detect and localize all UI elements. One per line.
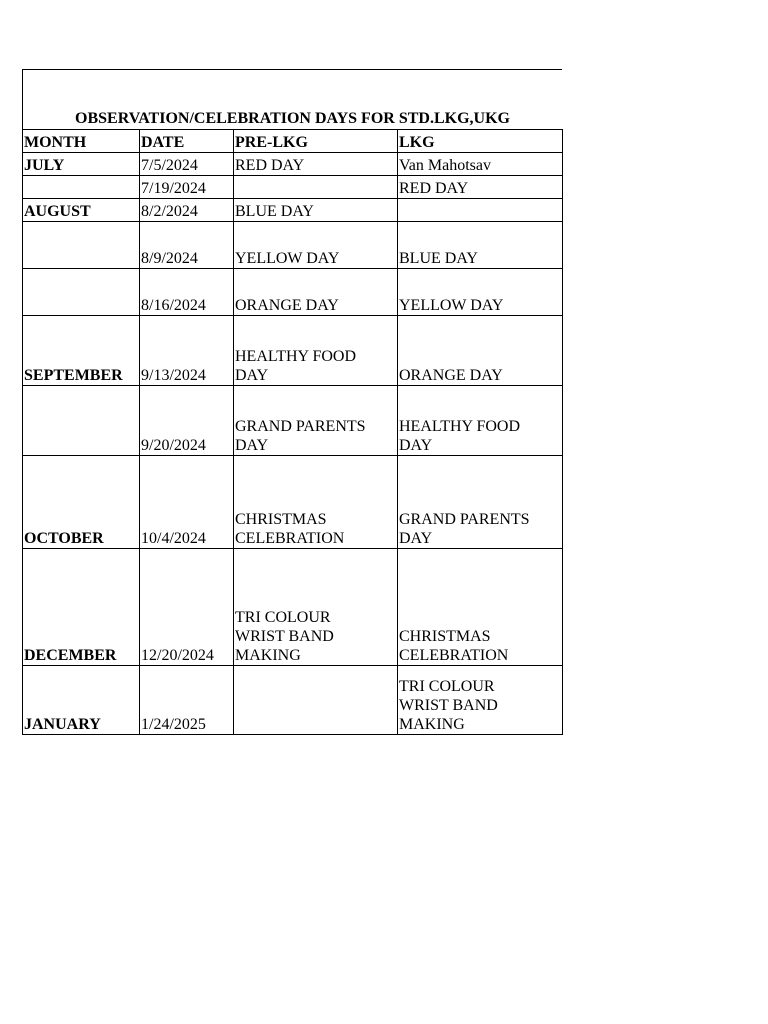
lkg-cell: Van Mahotsav bbox=[398, 153, 563, 176]
prelkg-cell bbox=[234, 176, 398, 199]
table-row bbox=[23, 153, 563, 176]
date-cell: 12/20/2024 bbox=[140, 549, 234, 666]
month-cell bbox=[23, 176, 140, 199]
date-cell: 9/20/2024 bbox=[140, 386, 234, 456]
month-cell: JULY bbox=[23, 153, 140, 176]
month-cell bbox=[23, 386, 140, 456]
lkg-cell: HEALTHY FOOD DAY bbox=[398, 386, 563, 456]
page-title: OBSERVATION/CELEBRATION DAYS FOR STD.LKG,UKG bbox=[22, 108, 562, 129]
table-row bbox=[23, 316, 563, 386]
month-cell bbox=[23, 222, 140, 269]
table-row bbox=[23, 666, 563, 735]
prelkg-cell: YELLOW DAY bbox=[234, 222, 398, 269]
date-cell: 1/24/2025 bbox=[140, 666, 234, 735]
header-date: DATE bbox=[140, 130, 234, 153]
lkg-cell: TRI COLOUR WRIST BAND MAKING bbox=[398, 666, 563, 735]
table-row bbox=[23, 176, 563, 199]
lkg-cell: BLUE DAY bbox=[398, 222, 563, 269]
table-row bbox=[23, 222, 563, 269]
date-cell: 7/19/2024 bbox=[140, 176, 234, 199]
lkg-cell bbox=[398, 199, 563, 222]
month-cell: OCTOBER bbox=[23, 456, 140, 549]
lkg-cell: CHRISTMAS CELEBRATION bbox=[398, 549, 563, 666]
header-lkg: LKG bbox=[398, 130, 563, 153]
date-cell: 9/13/2024 bbox=[140, 316, 234, 386]
month-cell: AUGUST bbox=[23, 199, 140, 222]
top-border bbox=[22, 69, 562, 108]
month-cell: DECEMBER bbox=[23, 549, 140, 666]
lkg-cell: YELLOW DAY bbox=[398, 269, 563, 316]
prelkg-cell: TRI COLOUR WRIST BAND MAKING bbox=[234, 549, 398, 666]
date-cell: 7/5/2024 bbox=[140, 153, 234, 176]
date-cell: 8/9/2024 bbox=[140, 222, 234, 269]
table-row bbox=[23, 199, 563, 222]
month-cell: JANUARY bbox=[23, 666, 140, 735]
prelkg-cell: GRAND PARENTS DAY bbox=[234, 386, 398, 456]
header-month: MONTH bbox=[23, 130, 140, 153]
table-row bbox=[23, 549, 563, 666]
celebration-table bbox=[22, 129, 563, 735]
date-cell: 10/4/2024 bbox=[140, 456, 234, 549]
spreadsheet bbox=[22, 69, 562, 735]
lkg-cell: GRAND PARENTS DAY bbox=[398, 456, 563, 549]
prelkg-cell: ORANGE DAY bbox=[234, 269, 398, 316]
month-cell bbox=[23, 269, 140, 316]
lkg-cell: ORANGE DAY bbox=[398, 316, 563, 386]
table-row bbox=[23, 269, 563, 316]
table-row bbox=[23, 386, 563, 456]
lkg-cell: RED DAY bbox=[398, 176, 563, 199]
month-cell: SEPTEMBER bbox=[23, 316, 140, 386]
header-prelkg: PRE-LKG bbox=[234, 130, 398, 153]
prelkg-cell bbox=[234, 666, 398, 735]
prelkg-cell: HEALTHY FOOD DAY bbox=[234, 316, 398, 386]
date-cell: 8/16/2024 bbox=[140, 269, 234, 316]
prelkg-cell: CHRISTMAS CELEBRATION bbox=[234, 456, 398, 549]
prelkg-cell: RED DAY bbox=[234, 153, 398, 176]
header-row bbox=[23, 130, 563, 153]
table-row bbox=[23, 456, 563, 549]
date-cell: 8/2/2024 bbox=[140, 199, 234, 222]
prelkg-cell: BLUE DAY bbox=[234, 199, 398, 222]
